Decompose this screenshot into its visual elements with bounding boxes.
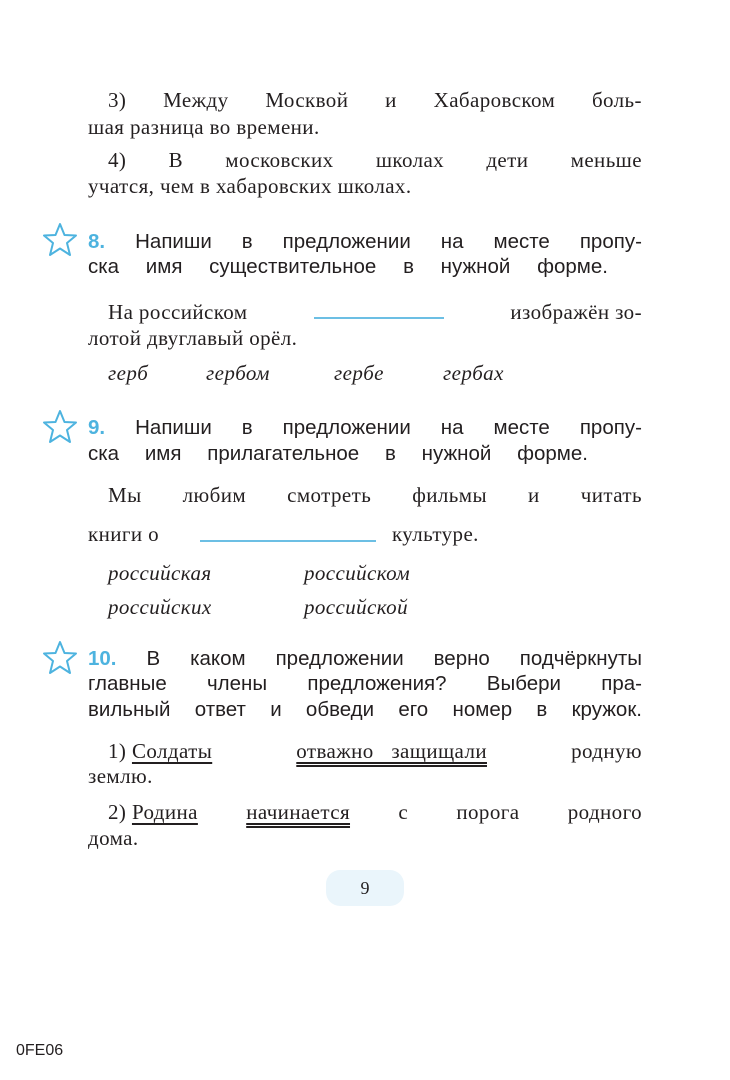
item-4-line-1: 4) В московских школах дети меньше [108, 148, 642, 172]
task-10-instruction-line-3: вильный ответ и обведи его номер в кружок. [88, 698, 642, 721]
answer-2-subject: Родина [131, 800, 198, 824]
task-9-number: 9. [88, 416, 106, 439]
task-8-answer-blank[interactable] [314, 303, 444, 319]
task-8-instruction-line-2: ска имя существительное в нужной форме. [88, 255, 608, 278]
task-8-option-2[interactable]: гербом [206, 361, 270, 385]
task-9-instruction-line-2: ска имя прилагательное в нужной форме. [88, 442, 588, 465]
task-8-sentence-line-2: лотой двуглавый орёл. [88, 326, 298, 350]
answer-2-predicate: начинается [246, 800, 351, 824]
item-4-line-2: учатся, чем в хабаровских школах. [88, 174, 412, 198]
answer-2-number: 2) [108, 800, 127, 824]
answer-1-subject: Солдаты [131, 739, 213, 763]
task-9-sentence-line-2: книги о культуре. [88, 522, 479, 546]
task-10-answer-1-line-1[interactable]: 1) Солдаты отважно защищали родную [108, 739, 642, 763]
star-icon [42, 409, 78, 445]
task-8-number: 8. [88, 230, 106, 253]
task-8-option-1[interactable]: герб [108, 361, 149, 385]
task-8-option-4[interactable]: гербах [443, 361, 504, 385]
page-number: 9 [326, 870, 404, 906]
star-icon [42, 640, 78, 676]
task-9-option-3[interactable]: российских [108, 595, 212, 619]
task-9-options-row-1 [108, 560, 508, 586]
task-9-answer-blank[interactable] [200, 526, 376, 542]
task-9-option-2[interactable]: российском [304, 561, 411, 585]
task-8-sentence-line-1: На российском изображён зо- [108, 300, 642, 324]
task-9-option-4[interactable]: российской [304, 595, 408, 619]
task-9-option-1[interactable]: российская [108, 561, 212, 585]
task-10-instruction-line-2: главные члены предложения? Выбери пра- [88, 672, 642, 695]
task-9-options-row-2 [108, 594, 508, 620]
footer-code: 0FE06 [16, 1042, 64, 1059]
task-8-instruction-line-1: 8. Напиши в предложении на месте пропу- [88, 230, 642, 253]
task-8-options [108, 360, 528, 386]
task-10-answer-2-line-2: дома. [88, 826, 139, 850]
task-9-instruction-line-1: 9. Напиши в предложении на месте пропу- [88, 416, 642, 439]
task-8-option-3[interactable]: гербе [334, 361, 384, 385]
task-10-number: 10. [88, 647, 117, 670]
star-icon [42, 222, 78, 258]
task-10-instruction-line-1: 10. В каком предложении верно подчёркнуты [88, 647, 642, 670]
task-9-sentence-line-1: Мы любим смотреть фильмы и читать [108, 483, 642, 507]
answer-1-predicate: отважно защищали [296, 739, 487, 763]
task-10-answer-1-line-2: землю. [88, 764, 153, 788]
task-10-answer-2-line-1[interactable]: 2) Родина начинается с порога родного [108, 800, 642, 824]
answer-1-number: 1) [108, 739, 127, 763]
item-3-line-2: шая разница во времени. [88, 115, 320, 139]
item-3-line-1: 3) Между Москвой и Хабаровском боль- [108, 88, 642, 112]
